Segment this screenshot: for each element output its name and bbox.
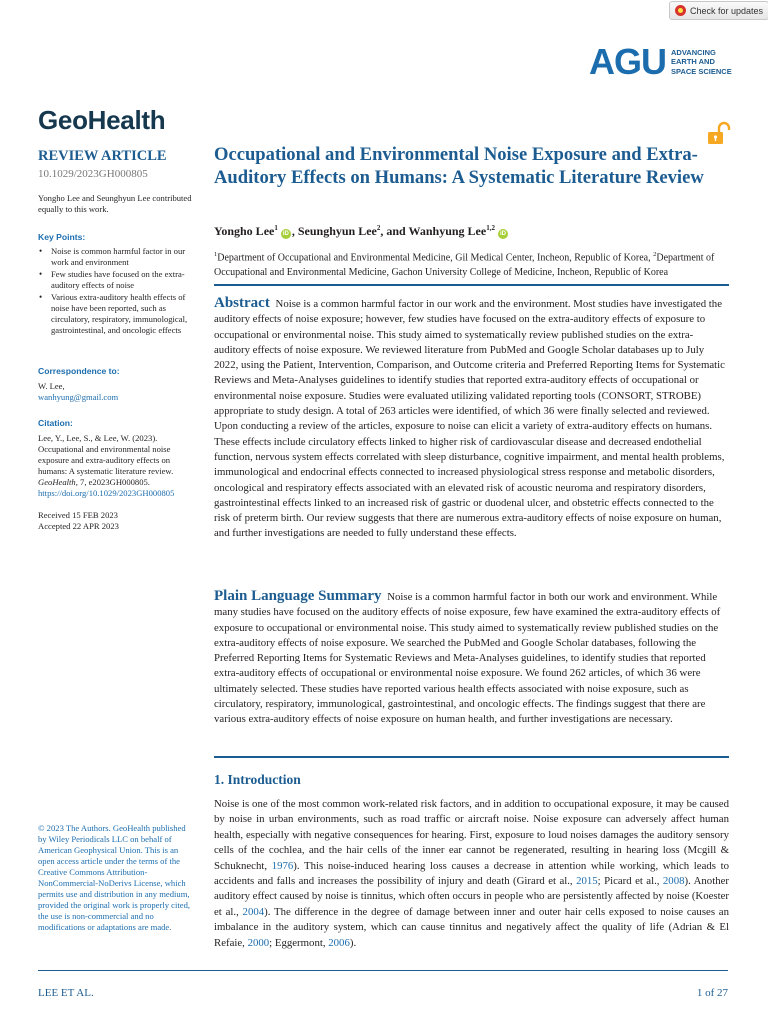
intro-text-run: ). [349,936,357,949]
reference-link[interactable]: 2015 [576,875,598,888]
pls-text: Noise is a common harmful factor in both our work and environment. While many studies have focused on the auditory effects of noise exposure, few have examined the extra-auditory effects of exposure to occupational or environmental noise. This study aimed to systematically review published studies on the extra-auditory effects of noise exposure. We searched the PubMed and Google Scholar databases, following the Preferred Reporting Items for Systematic Reviews and Meta-Analyses guidelines, to identify studies that reported extra-auditory effects of occupational or environmental noise exposure. We found 262 articles, of which 36 were ultimately selected. These studies have reported various health effects associated with noise exposure, such as circulatory, respiratory, immunological, gastrointestinal, and oncologic effects. The findings suggest that there are various extra-auditory effects of noise exposure on human health, and further investigations are necessary. [214,591,721,726]
check-for-updates-button[interactable] [669,1,768,20]
key-points-heading: Key Points: [38,232,86,242]
open-lock-icon [706,121,732,147]
license-terms: License, which permits use and distribution in any medium, provided the original work is properly cited, the use is non-commercial and no modifications or adaptations are made. [38,878,191,932]
author-name[interactable]: Yongho Lee [214,224,275,238]
divider [214,284,729,286]
author-affiliation-marker: 1 [274,224,278,232]
citation-doi-link[interactable]: https://doi.org/10.1029/2023GH000805 [38,488,175,498]
abstract-label: Abstract [214,295,270,311]
agu-tagline-line: ADVANCING [671,47,716,57]
affiliation-marker: 1 [214,251,218,258]
intro-text-run: ). Another auditory effect caused by noise is tinnitus, which often occurs in people who are persistently affected by noise (Koester et al., [214,875,729,918]
key-point: • Various extra-auditory health effects of noise have been reported, such as circulatory, respiratory, immunological, gastrointestinal, and oncologic effects [38,292,193,336]
check-for-updates-label: Check for updates [690,5,764,16]
author-separator: , and [380,224,409,238]
article-type: REVIEW ARTICLE [38,148,167,164]
footer-divider [38,970,728,971]
reference-link[interactable]: 2006 [328,936,350,949]
correspondence-heading: Correspondence to: [38,366,120,376]
orcid-icon[interactable]: iD [499,231,506,237]
received-date: Received 15 FEB 2023 [38,510,118,520]
check-updates-icon [675,5,686,16]
intro-text-run: ). This noise-induced hearing loss causes a decrease in attention while working, which leads to accidents and falls and increases the possibility of injury and death (Girard et al., [214,859,729,888]
accepted-date: Accepted 22 APR 2023 [38,521,119,531]
citation-text: Lee, Y., Lee, S., & Lee, W. (2023). Occupational and environmental noise exposure and extra-auditory effects on humans: A systematic literature review. [38,433,174,476]
contribution-note: Yongho Lee and Seunghyun Lee contributed equally to this work. [38,193,192,214]
introduction-heading: 1. Introduction [214,772,301,787]
creative-commons-link[interactable]: Creative Commons Attribution-NonCommercial-NoDerivs [38,867,148,888]
author-name[interactable]: Wanhyung Lee [408,224,487,238]
correspondence-email-link[interactable]: wanhyung@gmail.com [38,392,119,402]
divider [214,756,729,758]
reference-link[interactable]: 2008 [662,875,685,888]
citation-heading: Citation: [38,418,73,428]
pls-label: Plain Language Summary [214,588,382,604]
affiliations [214,248,734,280]
article-title: Occupational and Environmental Noise Exposure and Extra-Auditory Effects on Humans: A Systematic Literature Review [214,144,704,188]
sidebar [38,147,193,532]
intro-text-run: ). The difference in the degree of damage between inner and outer hair cells exposed to noise causes an imbalance in the auditory system, which can cause tinnitus and negatively affect the quality of life (Adrian & El Refaie, [214,905,729,949]
author-affiliation-marker: 1,2 [486,224,495,232]
page-number: 1 of 27 [696,987,728,999]
article-doi[interactable]: 10.1029/2023GH000805 [38,168,148,180]
key-point: • Few studies have focused on the extra-auditory effects of noise [38,269,193,291]
intro-text-run: ; Picard et al., [597,875,663,888]
correspondence-name: W. Lee, [38,381,65,391]
reference-link[interactable]: 2004 [242,905,265,918]
reference-link[interactable]: 1976 [271,859,294,872]
agu-tagline-line: EARTH AND [671,57,715,67]
key-point: • Noise is common harmful factor in our work and environment [38,246,193,268]
author-affiliation-marker: 2 [376,224,381,232]
author-name[interactable]: Seunghyun Lee [297,224,377,238]
plain-language-summary [214,589,726,728]
citation-journal: GeoHealth [38,477,76,487]
author-list [214,221,734,239]
key-points-list [38,246,193,336]
agu-tagline-line: SPACE SCIENCE [671,66,732,76]
citation-block [38,433,193,499]
license-text: This is an open access article under the terms of the [38,845,180,866]
agu-logo [589,41,734,82]
abstract-text: Noise is a common harmful factor in our work and the environment. Most studies have investigated the auditory effects of noise exposure; however, few studies have focused on the extra-auditory effects of exposure to occupational or environmental noise. This study aimed to systematically review published studies on the extra-auditory effects of noise exposure. We reviewed literature from PubMed and Google Scholar databases up to July 2022, using the Patient, Intervention, Comparison, and Outcome criteria and Preferred Reporting Items for Systematic Reviews and Meta-Analyses guidelines to identify studies that reported extra-auditory effects of occupational or environmental noise exposure. Studies were evaluated utilizing validated reporting tools (CONSORT, STROBE) appropriate to study design. A total of 263 articles were identified, of which 36 were finally selected and reviewed. Upon conducting a review of the articles, exposure to noise can elicit a variety of extra-auditory effects on humans. These effects include circulatory effects linked to higher risk of cardiovascular disease and decreased endothelial function, nervous system effects correlated with sleep disturbance, cognitive impairment, and mental health problems, immunological and endocrinal effects connected to increased physiological stress response and metabolic disorders, oncological and respiratory effects associated with an elevated risk of acoustic neuroma and respiratory disorders, gastrointestinal effects linked to an increased risk of gastric or duodenal ulcer, and obstetric effects connected to the risk of preterm birth. Our review suggests that there are numerous extra-auditory effects of noise exposure on human, and further investigations are needed to fully understand these effects. [214,298,725,540]
journal-name: GeoHealth [38,105,166,135]
orcid-icon[interactable]: iD [282,231,289,237]
citation-volume: , 7, e2023GH000805. [75,477,150,487]
footer-running-head: LEE ET AL. [38,987,94,999]
agu-logo-mark: AGU [589,41,666,82]
affiliation-marker: 2 [653,251,657,258]
affiliation-text: Department of Occupational and Environmental Medicine, Gil Medical Center, Incheon, Republic of Korea, [217,252,654,264]
agu-tagline [671,48,732,77]
license-copyright: © 2023 The Authors. GeoHealth published by Wiley Periodicals LLC on behalf of American Geophysical Union. [38,823,186,855]
reference-link[interactable]: 2000 [247,936,270,949]
affiliation-text: Department of Occupational and Environmental Medicine, Gachon University College of Medicine, Incheon, Republic of Korea [214,252,715,278]
introduction-text [214,797,729,951]
license-notice [38,823,193,933]
author-separator: , [291,224,298,238]
abstract-section [214,296,726,542]
intro-text-run: Noise is one of the most common work-related risk factors, and in addition to occupational exposure, it may be caused by noise in urban environments, such as road traffic or aircraft noise. Noise exposure can adversely affect human health, especially with negative consequences for hearing. First, exposure to loud noises damages the auditory sensory cells of the cochlea, and the hair cells of the inner ear cannot be regenerated, resulting in hearing loss (Mcgill & Schuknecht, [214,798,729,872]
intro-text-run: ; Eggermont, [269,936,329,949]
